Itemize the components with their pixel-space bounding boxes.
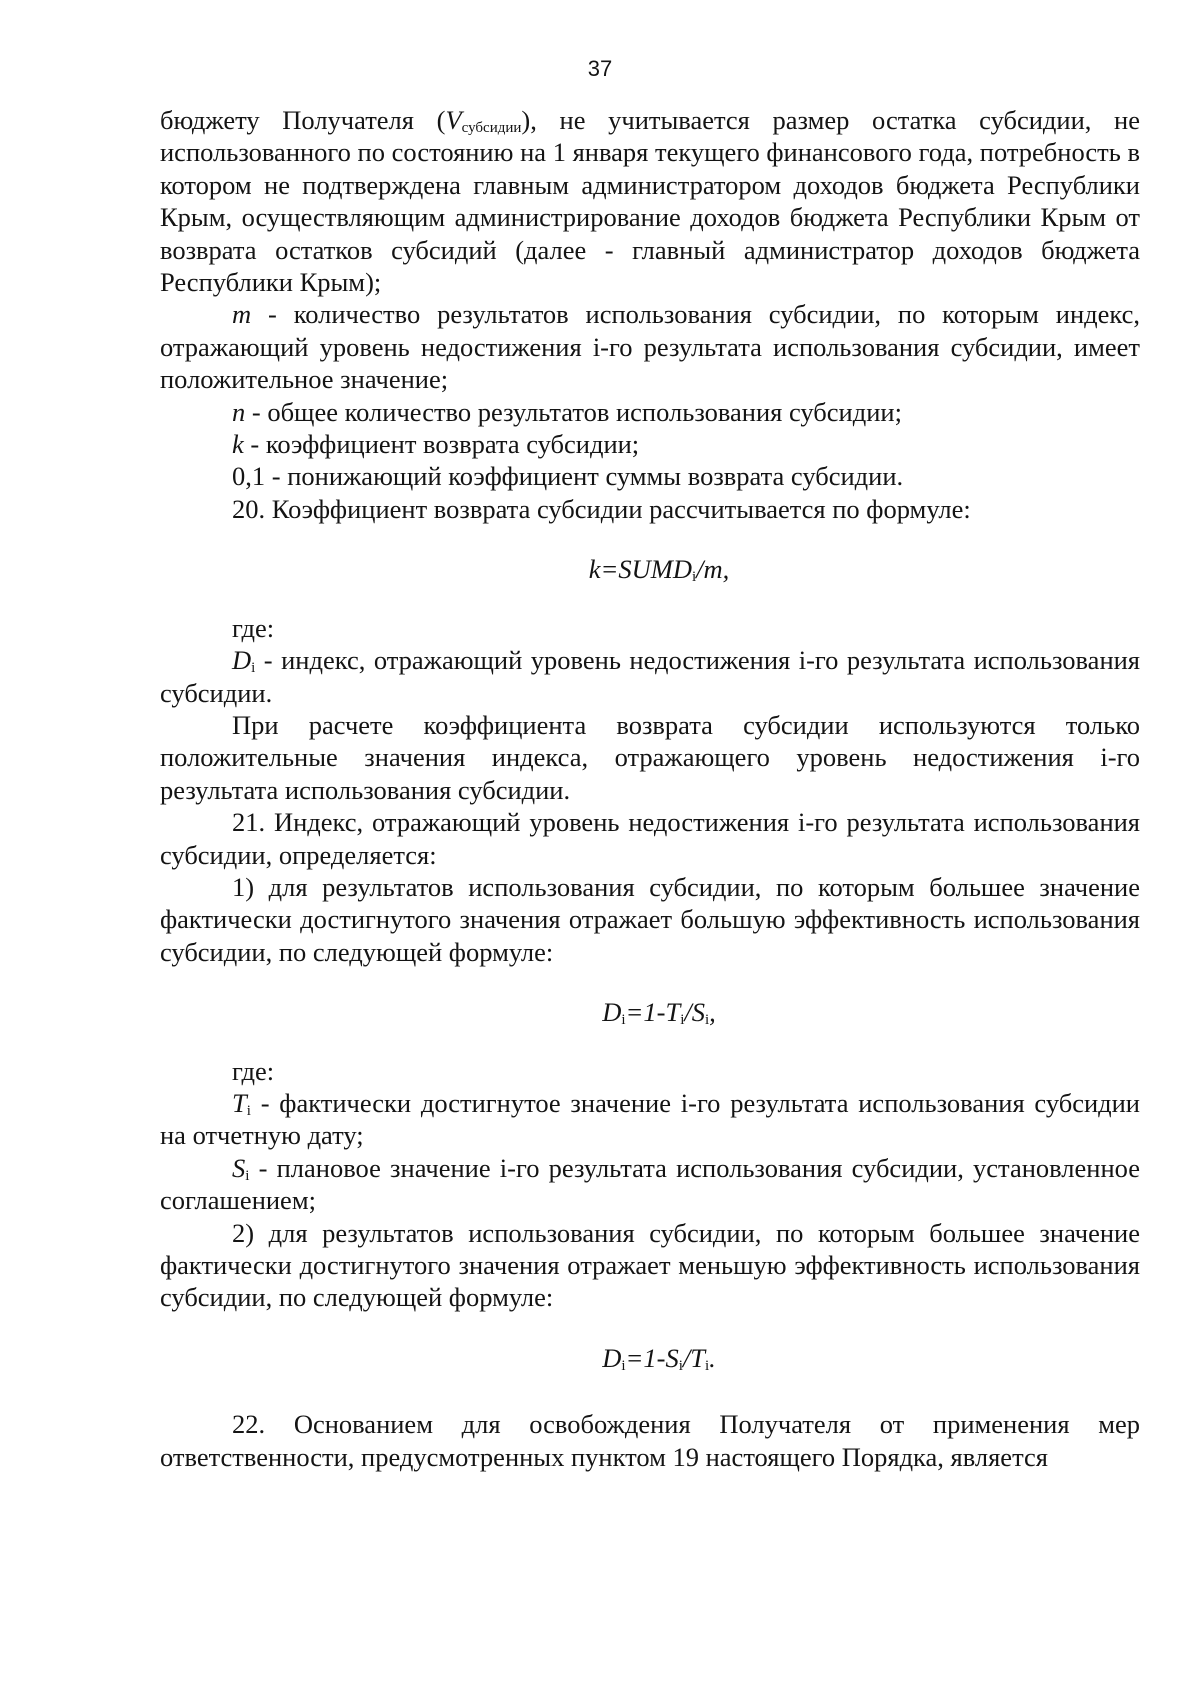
definition-coefficient-01: 0,1 - понижающий коэффициент суммы возврата субсидии.: [232, 461, 904, 492]
formula-subscript: i: [680, 1012, 685, 1029]
formula-part: =1-S: [625, 1342, 679, 1373]
item-21: 21. Индекс, отражающий уровень недостижения i-го результата использования субсидии, определяется:: [160, 807, 1140, 870]
symbol-t: T: [232, 1087, 247, 1118]
symbol-n: n: [232, 396, 246, 427]
symbol-k: k: [232, 429, 244, 460]
page-number: 37: [587, 56, 613, 81]
definition-text: - плановое значение i-го результата использования субсидии, установленное соглашением;: [160, 1152, 1140, 1216]
definition-d: [160, 644, 1140, 709]
formula-part: D: [602, 997, 622, 1028]
formula-subscript: i: [691, 569, 697, 586]
definition-text: - коэффициент возврата субсидии;: [243, 429, 640, 460]
formula-part: =1-T: [625, 997, 681, 1028]
symbol-s: S: [232, 1152, 246, 1183]
document-body: [160, 104, 1140, 1473]
formula-d-greater-better: [160, 996, 1140, 1028]
formula-part: D: [602, 1342, 622, 1373]
subscript: i: [246, 1102, 251, 1119]
formula-part: k=SUMD: [588, 554, 692, 585]
definition-text: - индекс, отражающий уровень недостижения i-го результата использования субсидии.: [160, 645, 1140, 708]
formula-part: /m,: [696, 554, 730, 585]
definition-text: - количество результатов использования субсидии, по которым индекс, отражающий уровень недостижения i-го результата использования субсидии, имеет положительное значение;: [160, 299, 1140, 395]
symbol-m: m: [232, 299, 252, 330]
formula-subscript: i: [678, 1357, 683, 1374]
text-fragment: ), не учитывается размер остатка субсидии, не использованного по состоянию на 1 января текущего финансового года, потребность в котором не подтверждена главным администратором доходов бюджета Республики Крым, осуществляющим администрирование доходов бюджета Республики Крым от возврата остатков субсидий (далее - главный администратор доходов бюджета Республики Крым);: [160, 105, 1140, 298]
definition-n: [160, 396, 1140, 428]
formula-k: [160, 553, 1140, 585]
definition-k: [160, 428, 1140, 460]
symbol-d: D: [232, 645, 252, 676]
subscript: i: [245, 1167, 250, 1184]
formula-subscript: i: [705, 1357, 710, 1374]
item-22: 22. Основанием для освобождения Получателя от применения мер ответственности, предусмотренных пунктом 19 настоящего Порядка, является: [160, 1409, 1140, 1472]
where-label-1: где:: [232, 612, 275, 643]
symbol-v: V: [445, 105, 462, 135]
definition-s: [160, 1152, 1140, 1217]
definition-m: [160, 298, 1140, 395]
formula-part: /T: [682, 1342, 705, 1373]
definition-text: - фактически достигнутое значение i-го результата использования субсидии на отчетную дату;: [160, 1087, 1140, 1151]
definition-text: - общее количество результатов использования субсидии;: [245, 396, 902, 427]
definition-t: [160, 1087, 1140, 1152]
formula-subscript: i: [621, 1012, 626, 1029]
item-21-1: 1) для результатов использования субсидии, по которым большее значение фактически достигнутого значения отражает большую эффективность использования субсидии, по следующей формуле:: [160, 871, 1140, 967]
subscript: i: [251, 660, 256, 677]
paragraph-budget-remainder: [160, 104, 1140, 298]
formula-d-greater-worse: [160, 1342, 1140, 1374]
formula-subscript: i: [705, 1012, 710, 1029]
formula-part: .: [709, 1342, 716, 1373]
paragraph-positive-values: При расчете коэффициента возврата субсидии используются только положительные значения индекса, отражающего уровень недостижения i-го результата использования субсидии.: [160, 709, 1140, 805]
formula-part: /S: [684, 997, 705, 1028]
item-21-2: 2) для результатов использования субсидии, по которым большее значение фактически достигнутого значения отражает меньшую эффективность использования субсидии, по следующей формуле:: [160, 1217, 1140, 1313]
formula-part: ,: [709, 997, 716, 1028]
where-label-2: где:: [232, 1055, 275, 1086]
item-20: 20. Коэффициент возврата субсидии рассчитывается по формуле:: [232, 493, 971, 524]
spacer: [160, 1400, 1140, 1408]
subscript: субсидии: [461, 120, 522, 136]
text-fragment: бюджету Получателя (: [160, 105, 446, 135]
formula-subscript: i: [621, 1357, 626, 1374]
